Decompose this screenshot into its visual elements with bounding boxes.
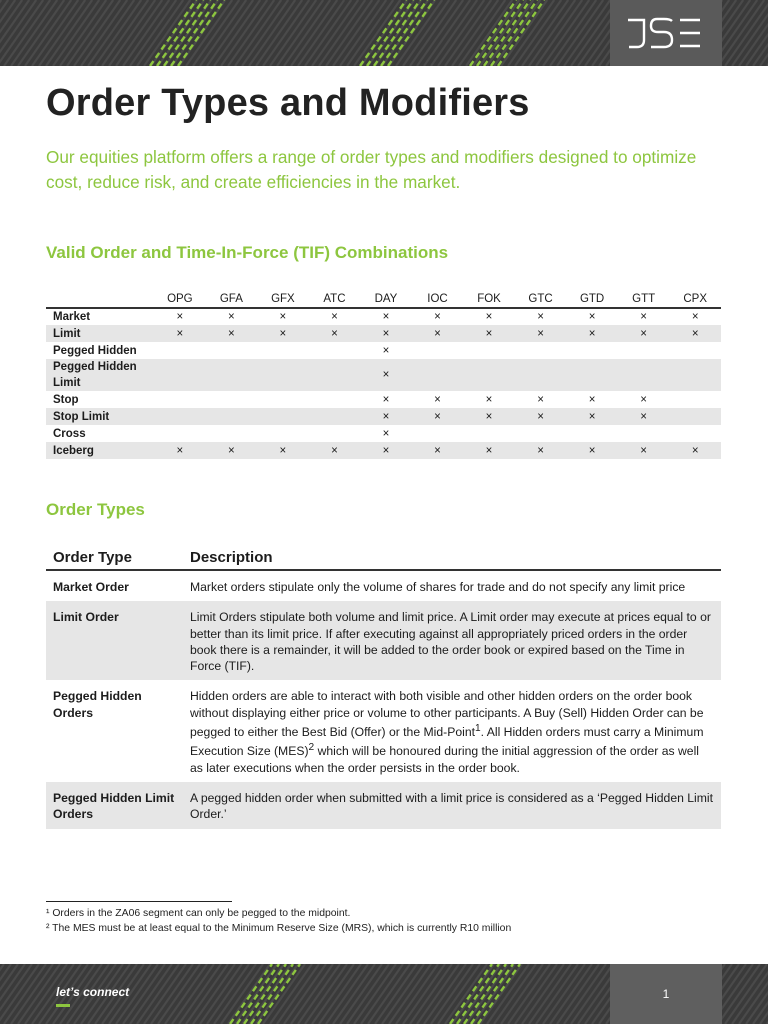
tif-header-row [46,290,721,308]
order-type-column-header: Order Type [46,548,183,570]
tif-valid-mark: × [640,393,647,406]
tif-row-label: Market [53,311,91,323]
tif-row [46,442,721,459]
tif-column-header: CPX [669,290,721,308]
jse-logo-icon [626,16,706,50]
tif-empty-cell [309,425,361,442]
order-types-header-row [46,548,721,570]
tif-empty-cell [206,425,258,442]
tif-valid-mark: × [566,408,618,425]
tif-valid-mark: × [154,325,206,342]
tif-row-label: Cross [53,427,86,440]
tif-empty-cell [463,359,515,391]
tif-row [46,308,721,325]
tif-valid-mark: × [412,442,464,459]
tif-valid-mark: × [331,311,338,323]
tif-valid-mark: × [618,408,670,425]
page-number: 1 [662,987,670,1001]
tif-empty-cell [618,425,670,442]
order-type-description [183,680,721,782]
tif-valid-mark: × [382,427,390,440]
tif-empty-cell [412,342,464,359]
tif-valid-mark: × [463,442,515,459]
tif-valid-mark: × [515,325,567,342]
tif-column-header: GFA [206,290,258,308]
table-row [46,680,721,782]
tif-valid-mark: × [515,442,567,459]
footer-tagline: let’s connect [56,985,130,999]
tif-row [46,325,721,342]
desc-text: . All Hidden orders must carry a Minimum Execution Size (MES) [190,725,704,759]
desc-text: which will be honoured during the initial aggression of the order as well as later executions when the order persists in the order book. [190,744,699,775]
tif-empty-cell [463,342,515,359]
tif-empty-cell [257,425,309,442]
tif-column-header: GTD [566,290,618,308]
footnote-2: ² The MES must be at least equal to the Minimum Reserve Size (MRS), which is currently R10 million [46,923,512,934]
tif-empty-cell [309,391,361,408]
tif-empty-cell [669,408,721,425]
tif-empty-cell [669,391,721,408]
tif-empty-cell [669,342,721,359]
tif-column-header: GTC [515,290,567,308]
tif-empty-cell [566,342,618,359]
tif-valid-mark: × [382,393,390,406]
tif-valid-mark: × [382,311,390,323]
tif-empty-cell [257,391,309,408]
tif-row-label: Pegged Hidden [53,344,137,357]
tif-empty-cell [669,359,721,391]
tif-row [46,391,721,408]
tif-empty-cell [206,391,258,408]
table-row [46,601,721,680]
tif-empty-cell [257,408,309,425]
tif-empty-cell [206,359,258,391]
tif-valid-mark: × [588,311,596,323]
tif-empty-cell [206,342,258,359]
tif-valid-mark: × [412,325,464,342]
tif-valid-mark: × [360,359,412,391]
tif-valid-mark: × [206,325,258,342]
tif-heading: Valid Order and Time-In-Force (TIF) Combinations [46,243,449,262]
tif-column-header: IOC [412,290,464,308]
tif-empty-cell [618,342,670,359]
tif-valid-mark: × [691,311,699,323]
tif-valid-mark: × [669,325,721,342]
tif-empty-cell [309,408,361,425]
tif-row [46,342,721,359]
tif-row-label: Stop Limit [46,408,154,425]
tif-empty-cell [618,359,670,391]
tif-valid-mark: × [309,442,361,459]
tif-empty-cell [669,425,721,442]
tif-valid-mark: × [360,442,412,459]
order-type-name: Pegged Hidden Limit Orders [46,782,183,829]
tif-valid-mark: × [360,325,412,342]
tif-empty-cell [515,342,567,359]
tif-valid-mark: × [618,325,670,342]
footnote-ref: 2 [308,742,315,754]
tif-valid-mark: × [566,442,618,459]
jse-logo [610,0,722,66]
tif-valid-mark: × [309,325,361,342]
tif-valid-mark: × [588,393,596,406]
tif-column-header: GTT [618,290,670,308]
tif-valid-mark: × [154,442,206,459]
tif-column-header: DAY [360,290,412,308]
tif-empty-cell [309,342,361,359]
desc-text: Hidden orders are able to interact with both visible and other hidden orders on the order book without displaying either price or volume to other participants. A Buy (Sell) Hidden Order can be pegged to either the Best Bid (Offer) or the Mid-Point [190,689,704,740]
tif-empty-cell [154,359,206,391]
tif-empty-cell [566,425,618,442]
tif-valid-mark: × [279,311,287,323]
tif-valid-mark: × [434,311,441,323]
tif-valid-mark: × [566,325,618,342]
order-type-description: Limit Orders stipulate both volume and limit price. A Limit order may execute at prices equal to or better than its limit price. If after executing against all appropriately priced orders in the order book there is a remainder, it will be added to the order book or expired based on the Time in Force (TIF). [183,601,721,680]
tif-row [46,359,721,391]
tif-valid-mark: × [485,393,493,406]
tif-empty-cell [566,359,618,391]
order-type-description: A pegged hidden order when submitted with a limit price is considered as a ‘Pegged Hidden Limit Order.’ [183,782,721,829]
tif-table [46,290,721,459]
tif-empty-cell [463,425,515,442]
tif-empty-cell [412,359,464,391]
header-band [0,0,768,66]
tif-empty-cell [154,408,206,425]
footnote-divider [46,901,232,902]
order-types-table [46,548,721,829]
tif-empty-cell [515,359,567,391]
tif-valid-mark: × [463,408,515,425]
order-types-heading: Order Types [46,500,145,519]
tif-empty-cell [515,425,567,442]
tif-empty-cell [257,359,309,391]
tif-valid-mark: × [257,325,309,342]
tif-row-label: Stop [53,393,79,406]
tif-valid-mark: × [463,325,515,342]
tif-empty-cell [412,425,464,442]
tif-valid-mark: × [669,442,721,459]
page-title: Order Types and Modifiers [46,82,530,124]
tif-valid-mark: × [360,408,412,425]
tif-row-label: Limit [46,325,154,342]
tif-valid-mark: × [537,311,544,323]
tif-valid-mark: × [485,311,493,323]
tif-valid-mark: × [206,442,258,459]
tif-row [46,408,721,425]
tif-empty-cell [206,408,258,425]
order-type-name: Limit Order [46,601,183,680]
tif-empty-cell [309,359,361,391]
tif-valid-mark: × [640,311,647,323]
tif-valid-mark: × [515,408,567,425]
tif-column-header: GFX [257,290,309,308]
tif-valid-mark: × [382,344,390,357]
tif-valid-mark: × [228,311,235,323]
order-type-name: Pegged Hidden Orders [53,689,142,720]
page-number-box [610,964,722,1024]
tif-row-label: Iceberg [46,442,154,459]
tif-empty-cell [154,391,206,408]
tif-valid-mark: × [412,408,464,425]
tif-empty-cell [154,342,206,359]
footer-band [0,964,768,1024]
footnote-1: ¹ Orders in the ZA06 segment can only be pegged to the midpoint. [46,908,351,919]
tif-valid-mark: × [618,442,670,459]
tif-corner [46,290,154,308]
tif-valid-mark: × [537,393,544,406]
tif-row [46,425,721,442]
tif-row-label: Pegged Hidden Limit [46,359,154,391]
tif-empty-cell [154,425,206,442]
tif-column-header: FOK [463,290,515,308]
description-column-header: Description [183,548,721,570]
tif-empty-cell [257,342,309,359]
tif-body [46,308,721,459]
tif-valid-mark: × [434,393,441,406]
order-type-name: Market Order [53,580,129,594]
tif-column-header: OPG [154,290,206,308]
tif-valid-mark: × [176,311,184,323]
tif-column-header: ATC [309,290,361,308]
order-type-description: Market orders stipulate only the volume of shares for trade and do not specify any limit price [190,580,686,594]
intro-text: Our equities platform offers a range of order types and modifiers designed to optimize cost, reduce risk, and create efficiencies in the market. [46,147,697,192]
tagline-accent-bar [56,1004,70,1007]
table-row [46,782,721,829]
table-row [46,570,721,601]
tif-valid-mark: × [257,442,309,459]
footnote-ref: 1 [474,723,481,735]
